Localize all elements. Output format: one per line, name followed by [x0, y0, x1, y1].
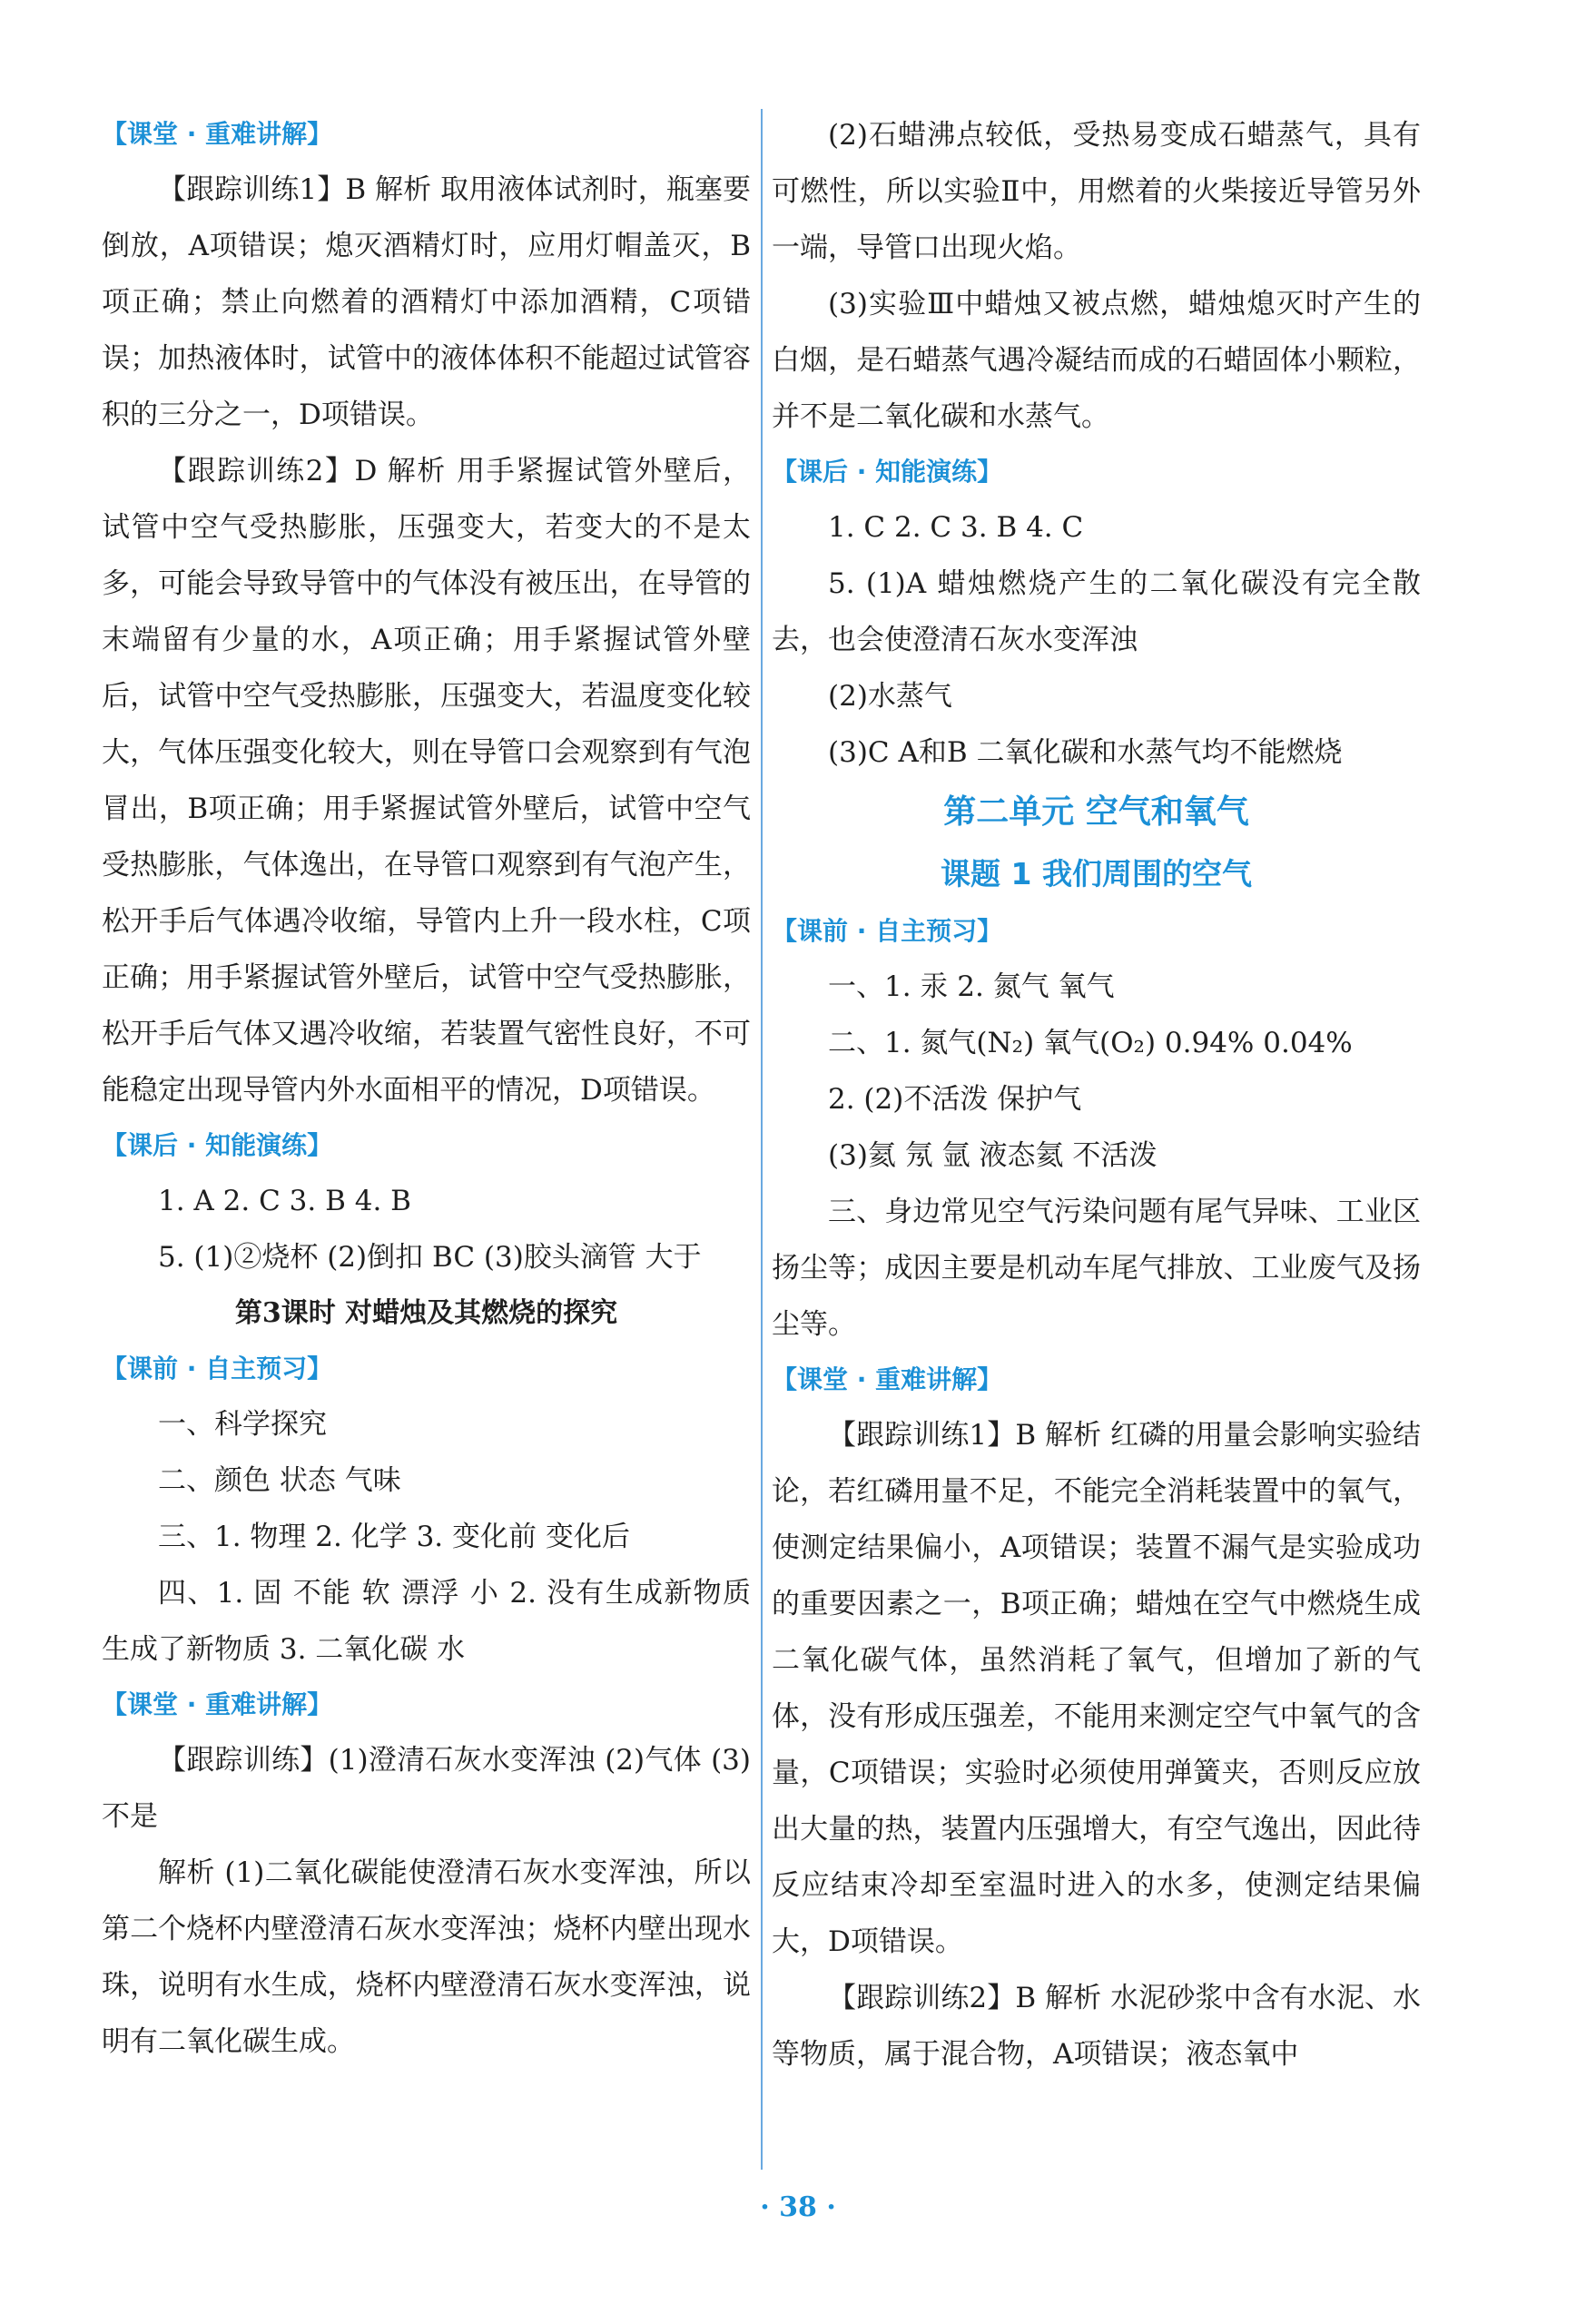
answer-track-1b: 【跟踪训练1】B 解析 红磷的用量会影响实验结论，若红磷用量不足，不能完全消耗装置中的氧气，使测定结果偏小，A项错误；装置不漏气是实验成功的重要因素之一，B项正确；蜡烛在空气中燃烧生成二氧化碳气体，虽然消耗了氧气，但增加了新的气体，没有形成压强差，不能用来测定空气中氧气的含量，C项错误；实验时必须使用弹簧夹，否则反应放出大量的热，装置内压强增大，有空气逸出，因此待反应结束冷却至室温时进入的水多，使测定结果偏大，D项错误。 [772, 1419, 1421, 1958]
answer-q5-2: (2)水蒸气 [828, 680, 952, 713]
section-tag-preview-2: 【课前 · 自主预习】 [772, 916, 1003, 946]
preview-answer-2d: (3)氦 氖 氩 液态氦 不活泼 [828, 1139, 1158, 1172]
preview-answer-2: 二、颜色 状态 气味 [158, 1464, 401, 1497]
column-divider [761, 109, 763, 2170]
answer-q5-1: 5. (1)A 蜡烛燃烧产生的二氧化碳没有完全散去，也会使澄清石灰水变浑浊 [772, 567, 1421, 656]
unit-title: 第二单元 空气和氧气 [943, 793, 1249, 831]
section-tag-classroom-2: 【课堂 · 重难讲解】 [102, 1689, 333, 1719]
preview-answer-1b: 一、1. 汞 2. 氮气 氧气 [828, 970, 1115, 1003]
answer-track-2b: 【跟踪训练2】B 解析 水泥砂浆中含有水泥、水等物质，属于混合物，A项错误；液态氧中 [772, 1982, 1421, 2071]
answer-track-2: 【跟踪训练2】D 解析 用手紧握试管外壁后，试管中空气受热膨胀，压强变大，若变大的不是太多，可能会导致导管中的气体没有被压出，在导管的末端留有少量的水，A项正确；用手紧握试管外壁后，试管中空气受热膨胀，压强变大，若温度变化较大，气体压强变化较大，则在导管口会观察到有气泡冒出，B项正确；用手紧握试管外壁后，试管中空气受热膨胀，气体逸出，在导管口观察到有气泡产生，松开手后气体遇冷收缩，导管内上升一段水柱，C项正确；用手紧握试管外壁后，试管中空气受热膨胀，松开手后气体又遇冷收缩，若装置气密性良好，不可能稳定出现导管内外水面相平的情况，D项错误。 [102, 455, 751, 1107]
answer-analysis: 解析 (1)二氧化碳能使澄清石灰水变浑浊，所以第二个烧杯内壁澄清石灰水变浑浊；烧杯内壁出现水珠，说明有水生成，烧杯内壁澄清石灰水变浑浊，说明有二氧化碳生成。 [102, 1856, 751, 2058]
preview-answer-2b: 二、1. 氮气(N₂) 氧气(O₂) 0.94% 0.04% [828, 1027, 1353, 1059]
answer-choices: 1. A 2. C 3. B 4. B [158, 1185, 411, 1217]
preview-answer-3: 三、1. 物理 2. 化学 3. 变化前 变化后 [158, 1521, 630, 1553]
lesson-subtitle: 第3课时 对蜡烛及其燃烧的探究 [234, 1297, 618, 1329]
answer-choices-2: 1. C 2. C 3. B 4. C [828, 511, 1084, 544]
lesson-title: 课题 1 我们周围的空气 [941, 856, 1252, 891]
section-tag-after-class: 【课后 · 知能演练】 [102, 1130, 333, 1160]
left-column [102, 107, 751, 2070]
preview-answer-1: 一、科学探究 [158, 1408, 327, 1441]
right-column [772, 107, 1421, 2082]
section-tag-preview: 【课前 · 自主预习】 [102, 1354, 333, 1383]
answer-q5-3: (3)C A和B 二氧化碳和水蒸气均不能燃烧 [828, 736, 1343, 769]
preview-answer-3b: 三、身边常见空气污染问题有尾气异味、工业区扬尘等；成因主要是机动车尾气排放、工业废气及扬尘等。 [772, 1196, 1421, 1341]
section-tag-classroom-3: 【课堂 · 重难讲解】 [772, 1364, 1003, 1394]
preview-answer-4: 四、1. 固 不能 软 漂浮 小 2. 没有生成新物质 生成了新物质 3. 二氧化碳 水 [102, 1577, 751, 1666]
analysis-part-3: (3)实验Ⅲ中蜡烛又被点燃，蜡烛熄灭时产生的白烟，是石蜡蒸气遇冷凝结而成的石蜡固体小颗粒，并不是二氧化碳和水蒸气。 [772, 288, 1421, 433]
page-number: · 38 · [760, 2191, 836, 2223]
answer-track: 【跟踪训练】(1)澄清石灰水变浑浊 (2)气体 (3)不是 [102, 1744, 751, 1833]
answer-q5: 5. (1)②烧杯 (2)倒扣 BC (3)胶头滴管 大于 [158, 1241, 702, 1274]
answer-track-1: 【跟踪训练1】B 解析 取用液体试剂时，瓶塞要倒放，A项错误；熄灭酒精灯时，应用灯帽盖灭，B项正确；禁止向燃着的酒精灯中添加酒精，C项错误；加热液体时，试管中的液体体积不能超过试管容积的三分之一，D项错误。 [102, 173, 751, 431]
analysis-part-2: (2)石蜡沸点较低，受热易变成石蜡蒸气，具有可燃性，所以实验Ⅱ中，用燃着的火柴接近导管另外一端，导管口出现火焰。 [772, 119, 1421, 264]
section-tag-classroom: 【课堂 · 重难讲解】 [102, 119, 333, 149]
section-tag-after-class-2: 【课后 · 知能演练】 [772, 457, 1003, 487]
preview-answer-2c: 2. (2)不活泼 保护气 [828, 1083, 1082, 1116]
